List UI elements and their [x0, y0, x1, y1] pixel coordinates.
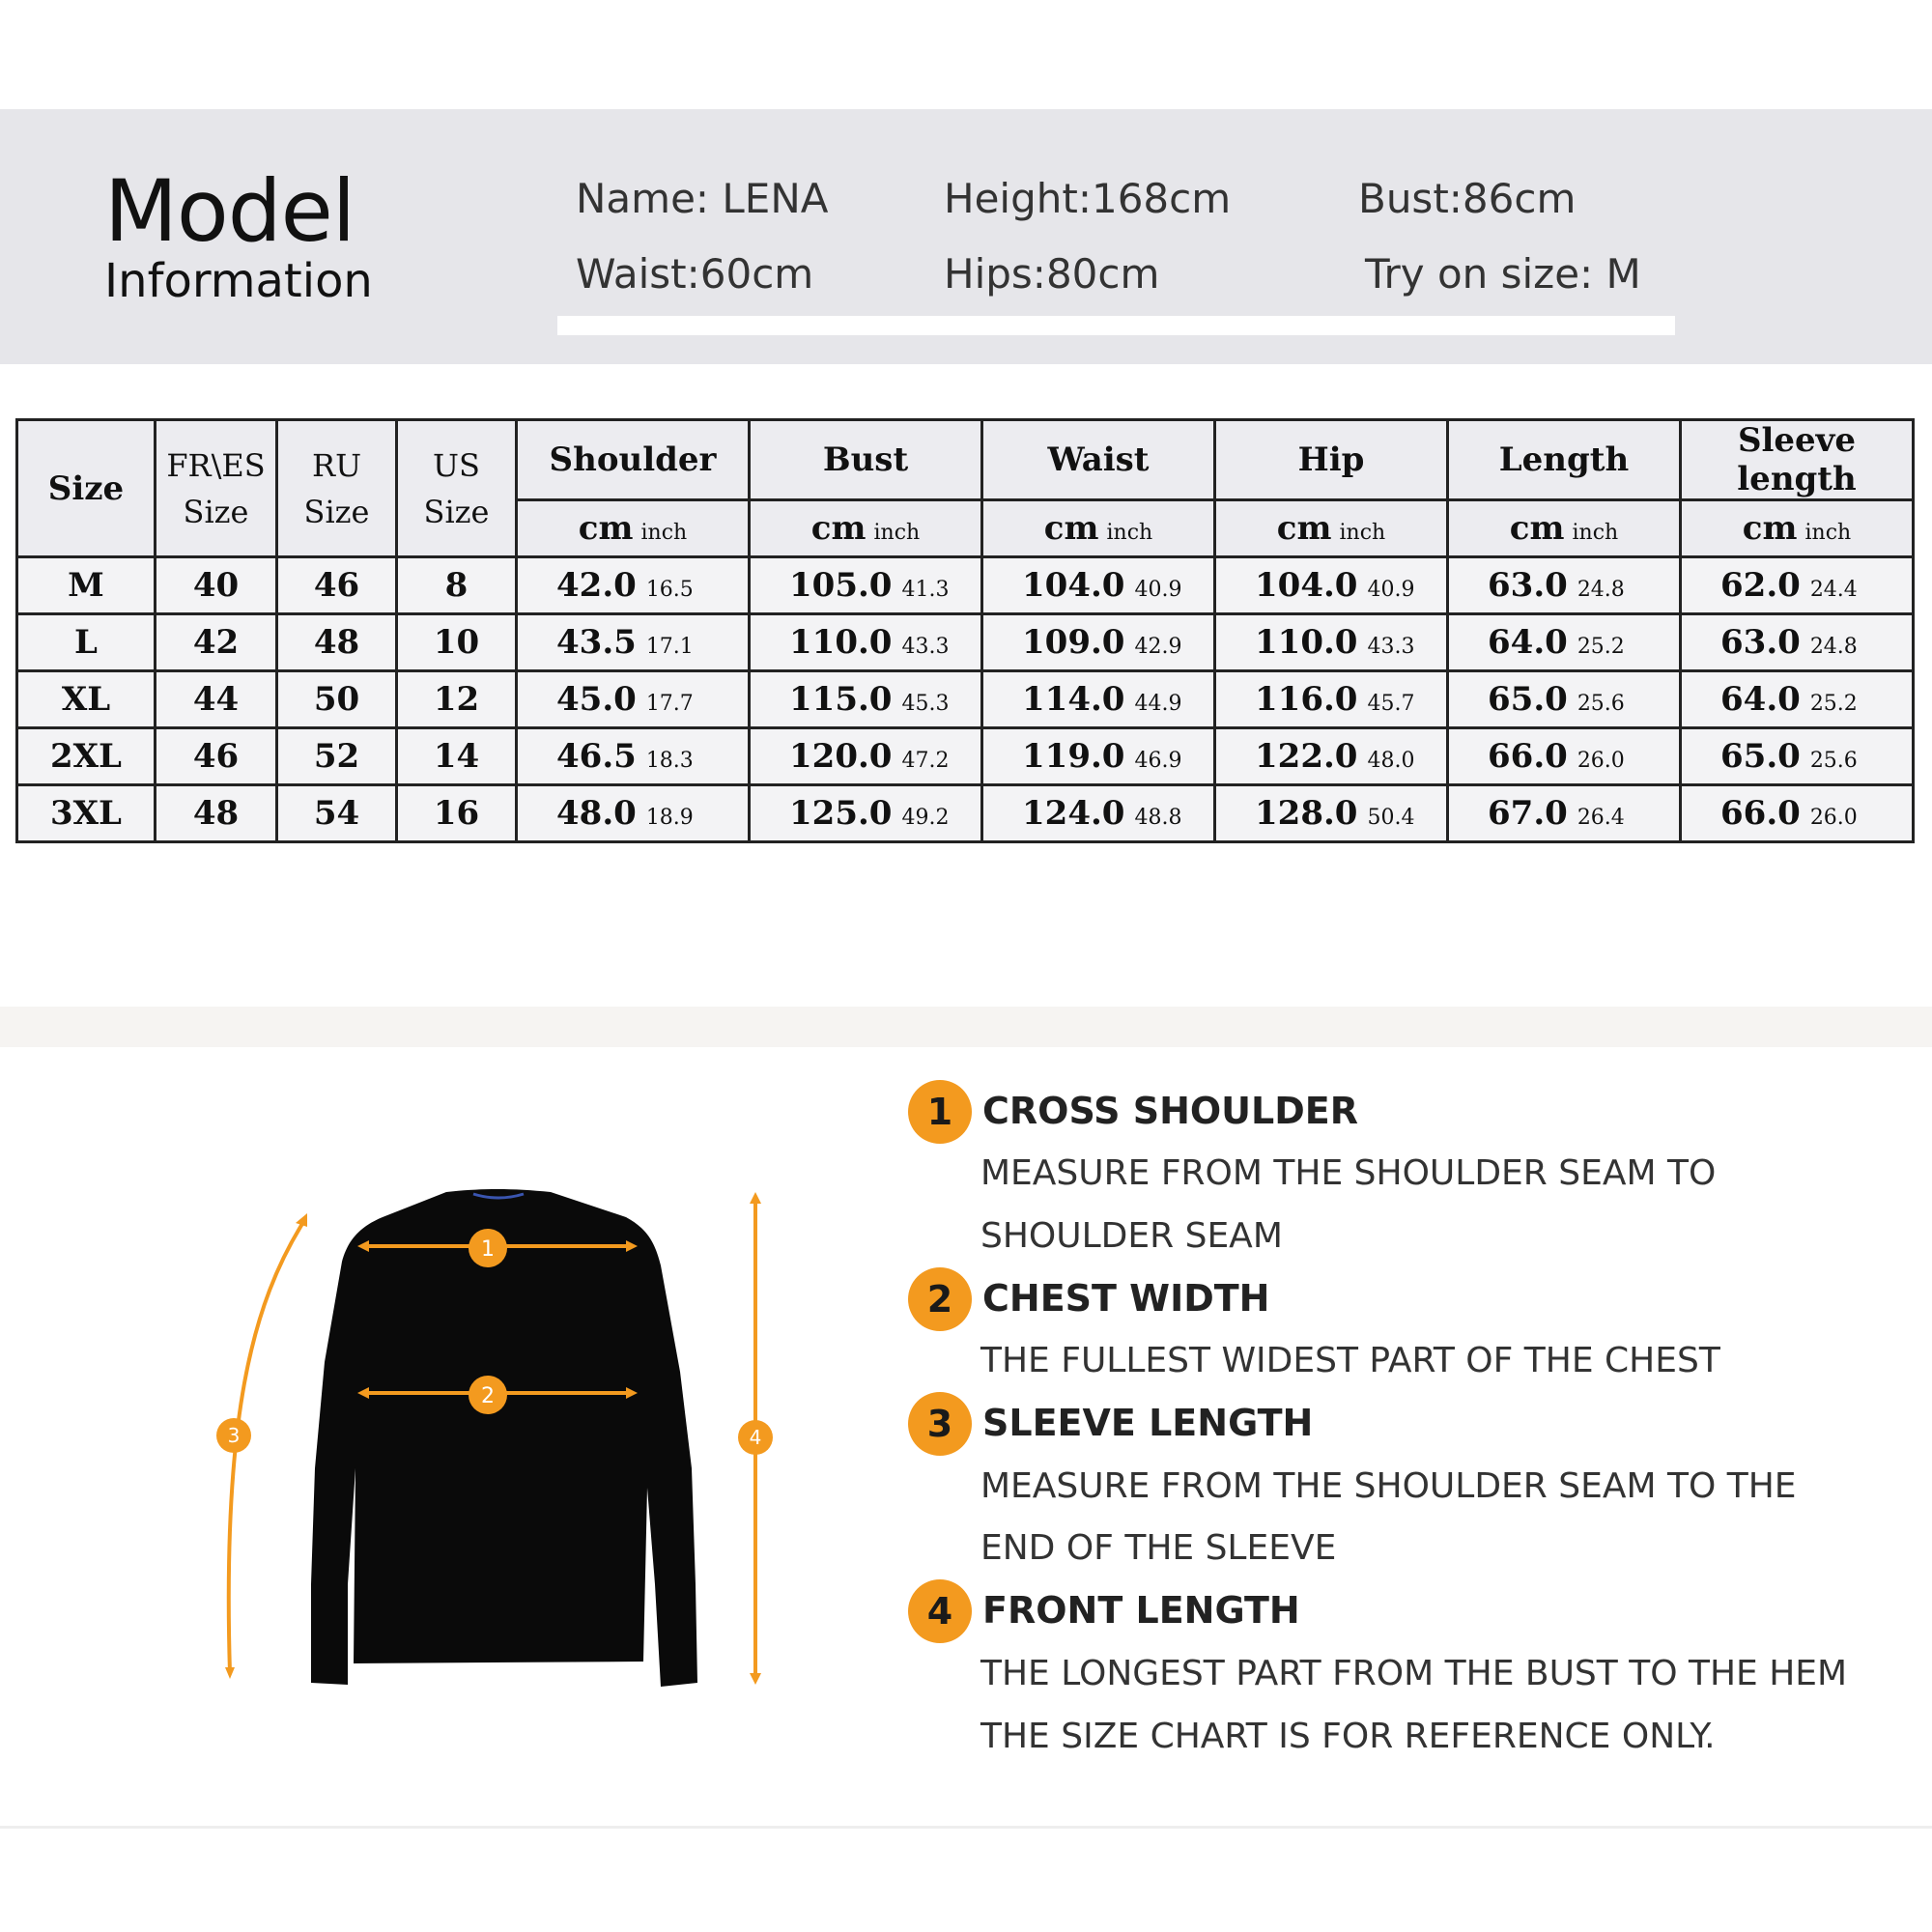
guide-number-2: 2 — [908, 1267, 972, 1331]
measurement-cell — [517, 671, 750, 728]
section-separator — [0, 1007, 1932, 1047]
inch-value: 50.4 — [1367, 806, 1415, 830]
inch-value: 25.2 — [1809, 692, 1858, 716]
model-title: Model — [104, 161, 355, 261]
model-hips: Hips:80cm — [944, 250, 1160, 298]
inch-value: 24.8 — [1577, 578, 1625, 602]
measurement-cell — [1681, 785, 1914, 842]
cm-value: 45.0 — [556, 680, 637, 719]
ru-size-cell: 50 — [277, 671, 397, 728]
model-name: Name: LENA — [576, 175, 829, 222]
ru-size-cell: 52 — [277, 728, 397, 785]
model-waist: Waist:60cm — [576, 250, 814, 298]
cm-value: 66.0 — [1720, 794, 1801, 833]
unit-header: cm inch — [1215, 500, 1448, 557]
marker-2 — [469, 1376, 507, 1414]
inch-value: 41.3 — [901, 578, 950, 602]
measurement-cell — [1681, 671, 1914, 728]
inch-value: 24.4 — [1809, 578, 1858, 602]
size-cell: 3XL — [17, 785, 156, 842]
inch-value: 26.0 — [1577, 749, 1625, 773]
header-shoulder: Shoulder — [517, 420, 750, 500]
cm-value: 65.0 — [1720, 737, 1801, 776]
header-ru: RU Size — [277, 420, 397, 557]
table-row — [17, 785, 1914, 842]
measurement-cell — [982, 785, 1215, 842]
measurement-cell — [1448, 785, 1681, 842]
inch-value: 16.5 — [645, 578, 694, 602]
cm-value: 115.0 — [789, 680, 893, 719]
cm-value: 62.0 — [1720, 566, 1801, 605]
cm-value: 104.0 — [1022, 566, 1125, 605]
header-length: Length — [1448, 420, 1681, 500]
inch-value: 46.9 — [1134, 749, 1182, 773]
cm-value: 120.0 — [789, 737, 893, 776]
guide-text-line: THE SIZE CHART IS FOR REFERENCE ONLY. — [980, 1717, 1716, 1756]
measurement-cell — [517, 614, 750, 671]
model-info-band — [0, 109, 1932, 364]
cm-value: 119.0 — [1022, 737, 1125, 776]
measurement-cell — [1448, 614, 1681, 671]
measurement-cell — [1215, 557, 1448, 614]
measurement-cell — [1681, 614, 1914, 671]
size-cell: 2XL — [17, 728, 156, 785]
divider-bar — [557, 316, 1675, 335]
inch-value: 47.2 — [901, 749, 950, 773]
inch-value: 24.8 — [1809, 635, 1858, 659]
measurement-cell — [1215, 671, 1448, 728]
marker-1 — [469, 1229, 507, 1267]
cm-value: 110.0 — [789, 623, 893, 662]
measurement-cell — [1448, 728, 1681, 785]
cm-value: 64.0 — [1488, 623, 1568, 662]
cm-value: 128.0 — [1255, 794, 1358, 833]
cm-value: 67.0 — [1488, 794, 1568, 833]
guide-text-line: THE FULLEST WIDEST PART OF THE CHEST — [980, 1341, 1720, 1380]
measurement-cell — [1681, 557, 1914, 614]
inch-value: 40.9 — [1367, 578, 1415, 602]
us-size-cell: 16 — [397, 785, 517, 842]
us-size-cell: 12 — [397, 671, 517, 728]
inch-value: 45.7 — [1367, 692, 1415, 716]
sweater-shape — [311, 1189, 697, 1687]
guide-title-front-length: FRONT LENGTH — [982, 1589, 1300, 1632]
svg-text:4: 4 — [749, 1426, 762, 1449]
size-cell: XL — [17, 671, 156, 728]
cm-value: 46.5 — [556, 737, 637, 776]
measurement-cell — [517, 728, 750, 785]
guide-title-cross-shoulder: CROSS SHOULDER — [982, 1090, 1359, 1132]
measurement-cell — [517, 785, 750, 842]
cm-value: 116.0 — [1255, 680, 1358, 719]
measurement-cell — [750, 785, 982, 842]
guide-number-1: 1 — [908, 1080, 972, 1144]
cm-value: 104.0 — [1255, 566, 1358, 605]
fres-size-cell: 46 — [156, 728, 277, 785]
guide-title-chest-width: CHEST WIDTH — [982, 1277, 1270, 1320]
fres-size-cell: 42 — [156, 614, 277, 671]
inch-value: 18.9 — [645, 806, 694, 830]
unit-header: cm inch — [982, 500, 1215, 557]
fres-size-cell: 44 — [156, 671, 277, 728]
inch-value: 40.9 — [1134, 578, 1182, 602]
inch-value: 17.1 — [645, 635, 694, 659]
cm-value: 122.0 — [1255, 737, 1358, 776]
measurement-cell — [750, 728, 982, 785]
header-fres: FR\ES Size — [156, 420, 277, 557]
model-height: Height:168cm — [944, 175, 1232, 222]
header-sleeve-length: Sleeve length — [1681, 420, 1914, 500]
inch-value: 25.2 — [1577, 635, 1625, 659]
inch-value: 43.3 — [1367, 635, 1415, 659]
cm-value: 114.0 — [1022, 680, 1125, 719]
measurement-cell — [1681, 728, 1914, 785]
measurement-cell — [982, 614, 1215, 671]
header-size: Size — [17, 420, 156, 557]
inch-value: 17.7 — [645, 692, 694, 716]
guide-title-sleeve-length: SLEEVE LENGTH — [982, 1402, 1314, 1444]
cm-value: 109.0 — [1022, 623, 1125, 662]
inch-value: 26.0 — [1809, 806, 1858, 830]
sweater-illustration — [193, 1179, 792, 1700]
guide-number-3: 3 — [908, 1392, 972, 1456]
header-us: US Size — [397, 420, 517, 557]
inch-value: 45.3 — [901, 692, 950, 716]
inch-value: 48.8 — [1134, 806, 1182, 830]
guide-text-line: MEASURE FROM THE SHOULDER SEAM TO — [980, 1153, 1717, 1193]
cm-value: 42.0 — [556, 566, 637, 605]
fres-size-cell: 48 — [156, 785, 277, 842]
measurement-cell — [982, 728, 1215, 785]
cm-value: 105.0 — [789, 566, 893, 605]
cm-value: 63.0 — [1720, 623, 1801, 662]
unit-header: cm inch — [1681, 500, 1914, 557]
size-cell: L — [17, 614, 156, 671]
table-row — [17, 728, 1914, 785]
inch-value: 26.4 — [1577, 806, 1625, 830]
measurement-cell — [517, 557, 750, 614]
inch-value: 42.9 — [1134, 635, 1182, 659]
svg-text:3: 3 — [227, 1424, 241, 1447]
table-row — [17, 557, 1914, 614]
us-size-cell: 10 — [397, 614, 517, 671]
cm-value: 125.0 — [789, 794, 893, 833]
header-bust: Bust — [750, 420, 982, 500]
ru-size-cell: 48 — [277, 614, 397, 671]
inch-value: 25.6 — [1809, 749, 1858, 773]
model-try-on-size: Try on size: M — [1365, 250, 1641, 298]
measurement-cell — [982, 671, 1215, 728]
measurement-cell — [1448, 671, 1681, 728]
marker-4 — [738, 1420, 773, 1455]
cm-value: 48.0 — [556, 794, 637, 833]
guide-text-line: MEASURE FROM THE SHOULDER SEAM TO THE — [980, 1466, 1797, 1506]
cm-value: 124.0 — [1022, 794, 1125, 833]
svg-text:1: 1 — [481, 1237, 495, 1262]
ru-size-cell: 46 — [277, 557, 397, 614]
measurement-cell — [750, 614, 982, 671]
header-waist: Waist — [982, 420, 1215, 500]
guide-number-4: 4 — [908, 1579, 972, 1643]
measurement-cell — [982, 557, 1215, 614]
measurement-cell — [1215, 728, 1448, 785]
cm-value: 64.0 — [1720, 680, 1801, 719]
cm-value: 63.0 — [1488, 566, 1568, 605]
cm-value: 65.0 — [1488, 680, 1568, 719]
table-row — [17, 614, 1914, 671]
fres-size-cell: 40 — [156, 557, 277, 614]
cm-value: 66.0 — [1488, 737, 1568, 776]
inch-value: 25.6 — [1577, 692, 1625, 716]
size-cell: M — [17, 557, 156, 614]
inch-value: 43.3 — [901, 635, 950, 659]
marker-3 — [216, 1418, 251, 1453]
svg-text:2: 2 — [481, 1384, 495, 1408]
model-bust: Bust:86cm — [1358, 175, 1577, 222]
measurement-cell — [1215, 785, 1448, 842]
ru-size-cell: 54 — [277, 785, 397, 842]
guide-text-line: SHOULDER SEAM — [980, 1216, 1283, 1256]
measurement-cell — [750, 671, 982, 728]
model-subtitle: Information — [104, 254, 373, 308]
us-size-cell: 14 — [397, 728, 517, 785]
unit-header: cm inch — [517, 500, 750, 557]
measurement-cell — [750, 557, 982, 614]
cm-value: 110.0 — [1255, 623, 1358, 662]
inch-value: 48.0 — [1367, 749, 1415, 773]
inch-value: 49.2 — [901, 806, 950, 830]
measurement-cell — [1215, 614, 1448, 671]
unit-header: cm inch — [750, 500, 982, 557]
size-chart-table — [15, 418, 1915, 843]
inch-value: 18.3 — [645, 749, 694, 773]
table-row — [17, 671, 1914, 728]
cm-value: 43.5 — [556, 623, 637, 662]
header-hip: Hip — [1215, 420, 1448, 500]
measurement-cell — [1448, 557, 1681, 614]
guide-text-line: END OF THE SLEEVE — [980, 1528, 1337, 1568]
inch-value: 44.9 — [1134, 692, 1182, 716]
unit-header: cm inch — [1448, 500, 1681, 557]
guide-text-line: THE LONGEST PART FROM THE BUST TO THE HEM — [980, 1654, 1848, 1693]
us-size-cell: 8 — [397, 557, 517, 614]
